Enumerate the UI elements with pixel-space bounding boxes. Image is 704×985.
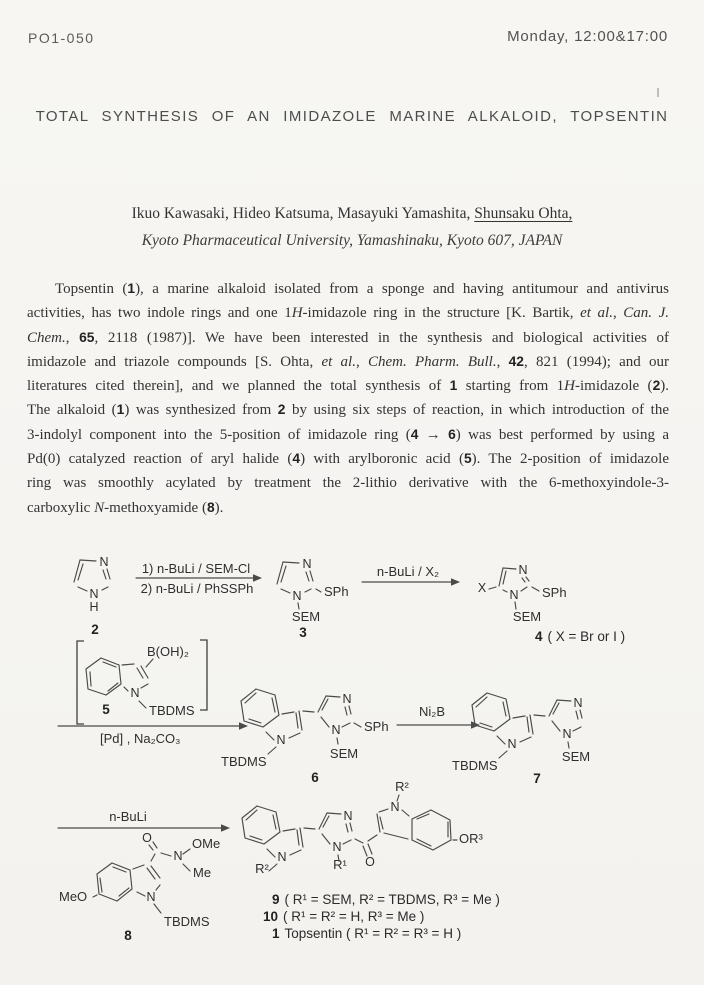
reaction-scheme: [0, 545, 704, 985]
ome-group-label: OMe: [192, 836, 221, 851]
sem-group-label: SEM: [329, 746, 359, 761]
session-time: Monday, 12:00&17:00: [507, 28, 668, 45]
abstract-line: The alkaloid (1) was synthesized from 2 by using six steps of reaction, in which introduction of the: [27, 402, 670, 419]
abstract-line: Chem., 65, 2118 (1987)]. We have been interested in the synthesis and biological activities of: [27, 329, 670, 346]
boronic-acid-label: B(OH)₂: [147, 644, 189, 659]
arrow-2-conditions: n-BuLi / X₂: [376, 564, 440, 579]
abstract-line: Topsentin (1), a marine alkaloid isolated from a sponge and having antitumour and antivirus: [55, 281, 669, 297]
me-group-label: Me: [193, 865, 212, 880]
abstract-line: Pd(0) catalyzed reaction of aryl halide (4) with arylboronic acid (5). The 2-position of imidazole: [27, 451, 669, 468]
reaction-arrow-4: [397, 704, 480, 729]
poster-code: PO1-050: [28, 30, 95, 46]
sem-group-label: SEM: [561, 749, 591, 764]
compound-2-structure: [74, 555, 110, 637]
arrow-3-conditions: [Pd] , Na₂CO₃: [100, 731, 181, 746]
amide-n-label: N: [173, 849, 183, 863]
reaction-arrow-5: [58, 809, 230, 832]
compound-6-structure: [241, 689, 352, 754]
n-atom-label: N: [342, 692, 352, 706]
n-atom-label: N: [302, 557, 312, 571]
abstract-line: imidazole and triazole compounds [S. Ohta, et al., Chem. Pharm. Bull., 42, 821 (1994); and our: [27, 353, 670, 370]
authors-text: Ikuo Kawasaki, Hideo Katsuma, Masayuki Yamashita,: [131, 205, 475, 222]
authors-line: [0, 205, 704, 223]
compound-3-number: 3: [299, 625, 307, 640]
arrow-5-conditions: n-BuLi: [109, 809, 147, 824]
compound-5-number: 5: [102, 702, 110, 717]
n-atom-label: N: [331, 723, 341, 737]
arrow-1-conditions-top: 1) n-BuLi / SEM-Cl: [141, 561, 251, 576]
carbonyl-o-label: O: [365, 855, 375, 869]
scan-artifact-mark: [657, 88, 659, 97]
n-atom-label: N: [130, 686, 140, 700]
abstract-line: activities, has two indole rings and one 1H-imidazole ring in the structure [K. Bartik, et al., Can. J.: [27, 305, 670, 322]
caption-compound-10: 10 ( R¹ = R² = H, R³ = Me ): [263, 909, 425, 924]
n-atom-label: N: [146, 890, 156, 904]
product-structure: [255, 779, 483, 876]
compound-6-number: 6: [311, 770, 319, 785]
abstract-paragraph: [27, 277, 669, 520]
r1-substituent-label: R¹: [333, 857, 347, 872]
caption-compound-9: 9 ( R¹ = SEM, R² = TBDMS, R³ = Me ): [272, 892, 500, 907]
arrow-1-conditions-bottom: 2) n-BuLi / PhSSPh: [140, 581, 254, 596]
sem-group-label: SEM: [512, 609, 542, 624]
x-halide-label: X: [477, 581, 487, 595]
compound-5-structure: [86, 644, 195, 718]
n-atom-label: N: [390, 800, 400, 814]
reaction-arrow-2: [362, 564, 460, 586]
compound-7-number: 7: [533, 771, 541, 786]
left-bracket: [77, 641, 84, 724]
meo-group-label: MeO: [59, 889, 88, 904]
abstract-line: ring was smoothly acylated by treatment the 2-lithio derivative with the 6-methoxyindole-3-: [27, 475, 669, 492]
r2-substituent-label: R²: [395, 779, 409, 794]
tbdms-group-label: TBDMS: [149, 703, 195, 718]
sph-group-label: SPh: [542, 585, 567, 600]
right-bracket: [200, 640, 207, 710]
compound-4-structure: [478, 563, 625, 644]
or3-substituent-label: OR³: [459, 831, 483, 846]
page-title: TOTAL SYNTHESIS OF AN IMIDAZOLE MARINE ALKALOID, TOPSENTIN: [35, 108, 669, 125]
caption-compound-1-topsentin: 1 Topsentin ( R¹ = R² = R³ = H ): [272, 926, 462, 941]
sph-group-label: SPh: [364, 719, 389, 734]
n-atom-label: N: [89, 587, 99, 601]
n-atom-label: N: [518, 563, 528, 577]
tbdms-group-label: TBDMS: [452, 758, 498, 773]
compound-3-structure: [277, 557, 349, 640]
n-atom-label: N: [292, 589, 302, 603]
abstract-line: carboxylic N-methoxyamide (8).: [27, 499, 224, 516]
presenting-author: Shunsaku Ohta,: [474, 205, 573, 222]
affiliation: Kyoto Pharmaceutical University, Yamashinaku, Kyoto 607, JAPAN: [141, 232, 563, 249]
carbonyl-o-label: O: [142, 831, 152, 845]
product-captions: [263, 892, 500, 941]
tbdms-group-label: TBDMS: [164, 914, 210, 929]
reaction-arrow-3: [58, 722, 248, 746]
r2-substituent-label: R²: [255, 861, 269, 876]
compound-6-labels: [221, 719, 389, 785]
compound-8-number: 8: [124, 928, 132, 943]
abstract-line: 3-indolyl component into the 5-position of imidazole ring (4 → 6) was best performed by using a: [27, 426, 669, 443]
compound-2-number: 2: [91, 622, 99, 637]
sph-group-label: SPh: [324, 584, 349, 599]
n-atom-label: N: [276, 733, 286, 747]
compound-4-caption: 4 ( X = Br or I ): [535, 629, 626, 644]
abstract-line: literatures cited therein], and we planned the total synthesis of 1 starting from 1H-imidazole (2).: [27, 378, 669, 395]
tbdms-group-label: TBDMS: [221, 754, 267, 769]
n-atom-label: N: [509, 588, 519, 602]
arrow-4-conditions: Ni₂B: [419, 704, 445, 719]
h-atom-label: H: [89, 600, 99, 614]
sem-group-label: SEM: [291, 609, 321, 624]
reaction-arrow-1: [136, 561, 262, 596]
compound-7-labels: [452, 749, 590, 786]
compound-8-structure: [59, 831, 220, 943]
n-atom-label: N: [99, 555, 109, 569]
